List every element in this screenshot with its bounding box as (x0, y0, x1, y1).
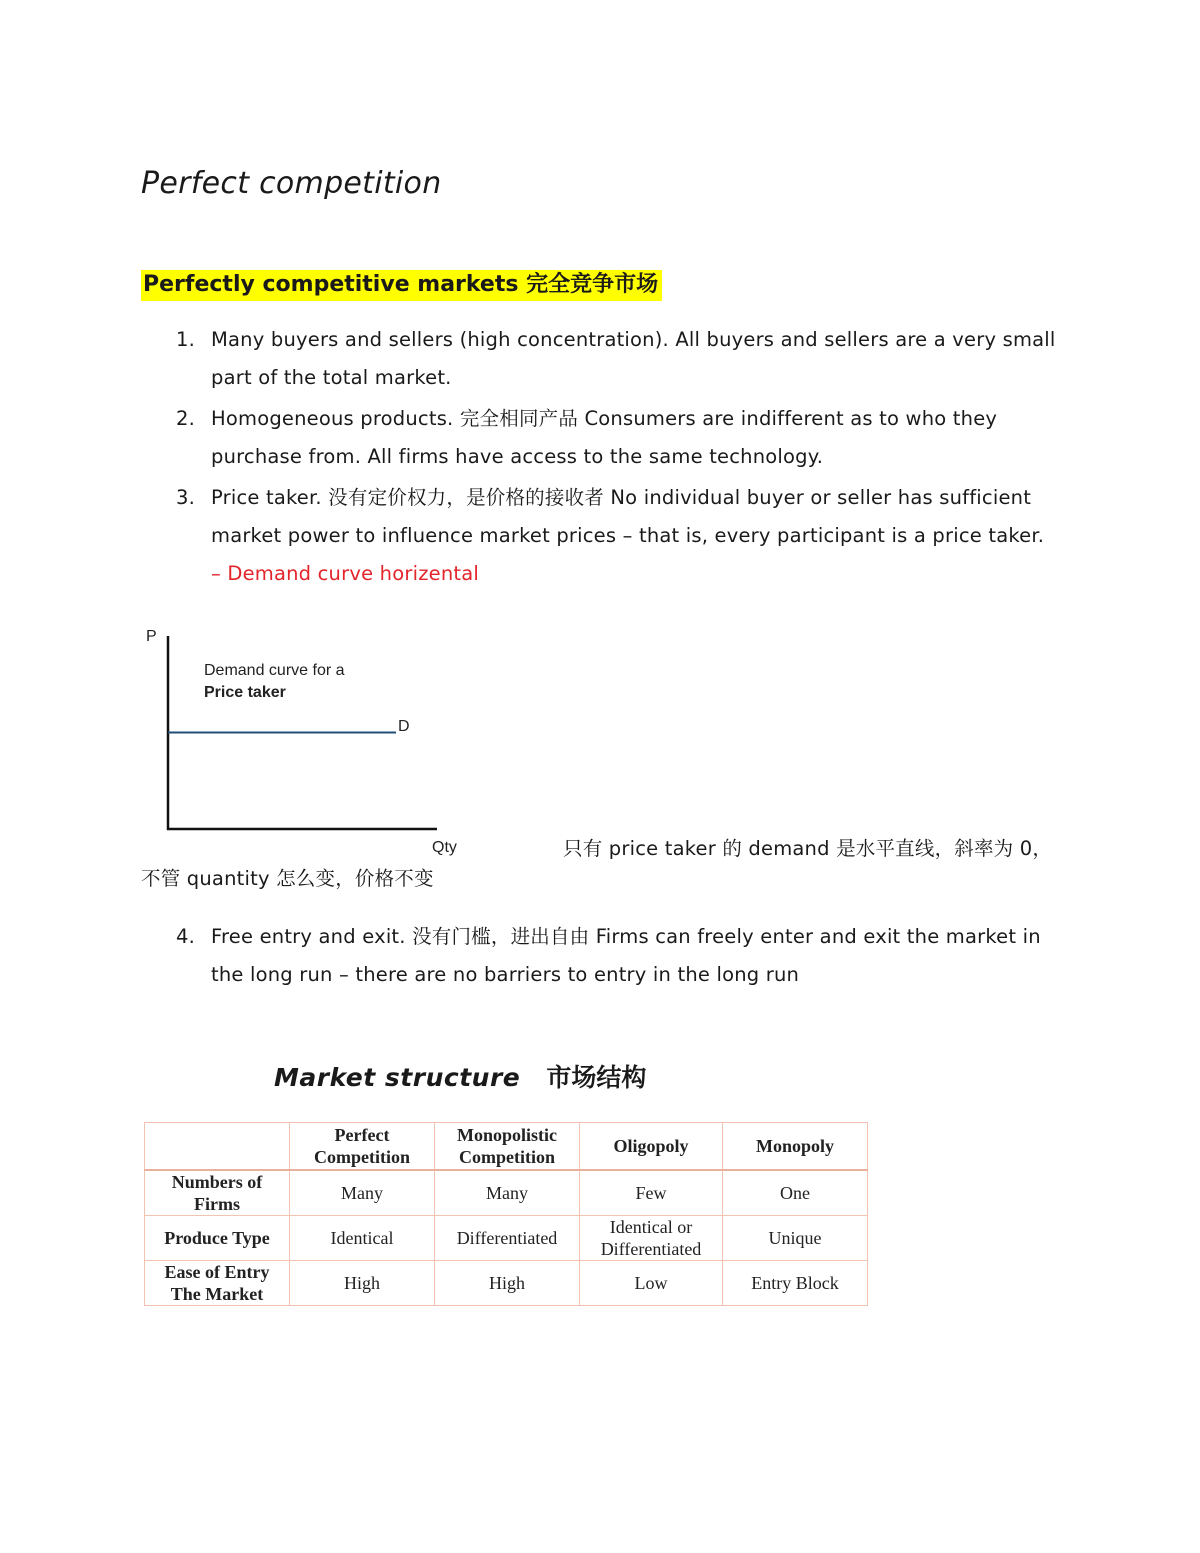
table-cell: High (435, 1261, 580, 1306)
chart-note: 只有 price taker 的 demand 是水平直线，斜率为 0，不管 quantity 怎么变，价格不变 (141, 837, 1053, 890)
list-item (176, 918, 1056, 994)
x-axis-label: Qty (432, 839, 457, 856)
market-structure-title-zh: 市场结构 (546, 1063, 647, 1092)
table-cell: High (290, 1261, 435, 1306)
highlight-text: – Demand curve horizental (211, 562, 480, 585)
y-axis-label: P (146, 628, 157, 645)
table-cell: Low (580, 1261, 723, 1306)
table-row-header: Produce Type (145, 1216, 290, 1261)
table-cell: Identical or Differentiated (580, 1216, 723, 1261)
characteristics-list-continued (176, 918, 1056, 997)
list-item (176, 400, 1056, 476)
list-item-text: Price taker. 没有定价权力，是价格的接收者 No individual buyer or seller has sufficient market power to influence market prices – that is, every participant is a price taker. (211, 486, 1045, 547)
list-item (176, 479, 1056, 593)
list-number: 2. (176, 407, 196, 430)
table-cell: Many (290, 1170, 435, 1216)
table-header-row (145, 1123, 868, 1171)
list-item-text: Free entry and exit. 没有门槛，进出自由 Firms can freely enter and exit the market in the long run – there are no barriers to entry in the long run (211, 925, 1041, 986)
list-number: 1. (176, 328, 196, 351)
market-structure-title (274, 1058, 646, 1094)
list-item (176, 321, 1056, 397)
table-row-header: Ease of Entry The Market (145, 1261, 290, 1306)
table-header-cell: Perfect Competition (290, 1123, 435, 1171)
demand-curve-chart (140, 618, 470, 860)
table-cell: One (723, 1170, 868, 1216)
table-cell: Entry Block (723, 1261, 868, 1306)
table-cell: Many (435, 1170, 580, 1216)
list-number: 4. (176, 925, 196, 948)
list-item-text: Many buyers and sellers (high concentration). All buyers and sellers are a very small part of the total market. (211, 328, 1056, 389)
chart-annotation-line2: Price taker (204, 684, 286, 701)
table-header-cell: Monopoly (723, 1123, 868, 1171)
list-item-text: Homogeneous products. 完全相同产品 Consumers are indifferent as to who they purchase from. All firms have access to the same technology. (211, 407, 998, 468)
market-structure-table (144, 1122, 868, 1306)
table-cell: Identical (290, 1216, 435, 1261)
chart-annotation-line1: Demand curve for a (204, 662, 345, 679)
table-row (145, 1216, 868, 1261)
page-title: Perfect competition (141, 166, 442, 201)
table-cell: Unique (723, 1216, 868, 1261)
table-header-cell: Monopolistic Competition (435, 1123, 580, 1171)
market-structure-title-en: Market structure (274, 1063, 521, 1092)
table-cell: Few (580, 1170, 723, 1216)
section-heading-perfect-markets: Perfectly competitive markets 完全竞争市场 (141, 270, 662, 301)
table-row (145, 1170, 868, 1216)
table-row-header: Numbers of Firms (145, 1170, 290, 1216)
list-number: 3. (176, 486, 196, 509)
table-row (145, 1261, 868, 1306)
table-header-cell (145, 1123, 290, 1171)
table-header-cell: Oligopoly (580, 1123, 723, 1171)
table-cell: Differentiated (435, 1216, 580, 1261)
characteristics-list (176, 321, 1056, 596)
series-label: D (398, 718, 410, 735)
